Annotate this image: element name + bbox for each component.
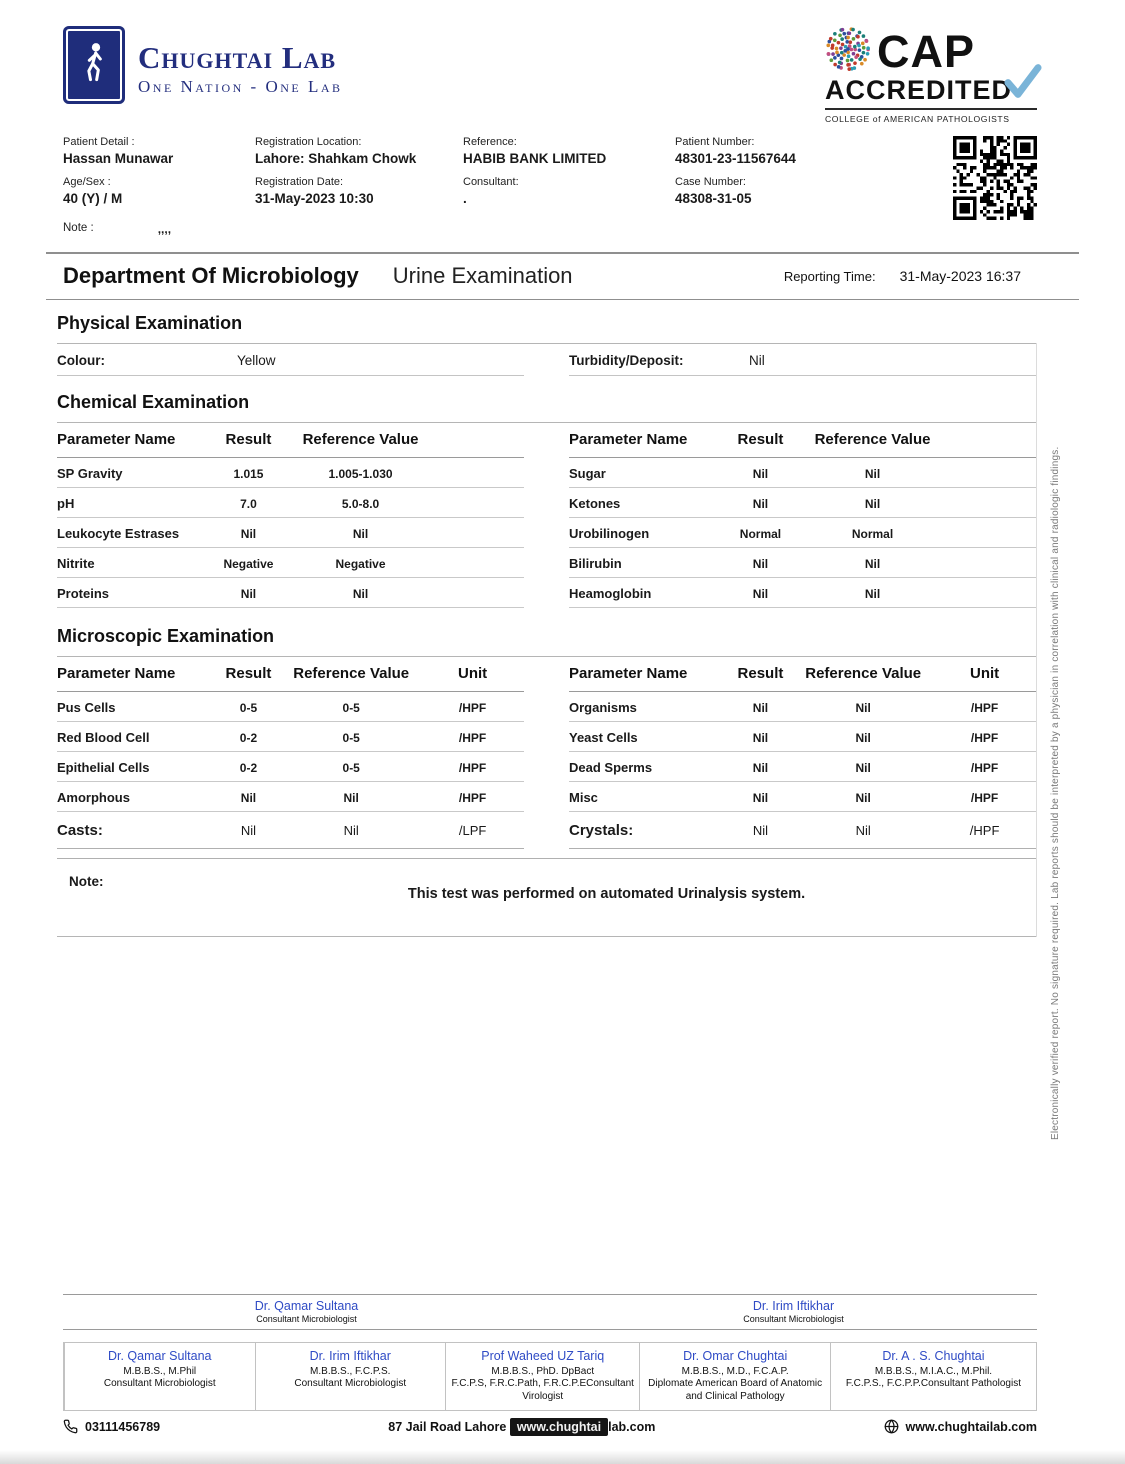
parameter-name: Pus Cells <box>57 700 116 715</box>
registration-location: Lahore: Shahkam Chowk <box>255 151 417 166</box>
result-value: Nil <box>752 731 769 745</box>
unit-value: /HPF <box>970 731 999 745</box>
physical-examination-heading: Physical Examination <box>57 313 243 333</box>
reference-value: HABIB BANK LIMITED <box>463 151 607 166</box>
reference-value: Nil <box>864 557 881 571</box>
doctor-card <box>64 1343 255 1410</box>
reference-value: Nil <box>864 467 881 481</box>
physical-row <box>57 344 524 376</box>
crystals-row <box>569 812 1036 849</box>
result-value: Negative <box>223 557 274 571</box>
unit-value: /HPF <box>970 701 999 715</box>
unit-value: /HPF <box>458 731 487 745</box>
cap-name: CAP <box>877 26 976 77</box>
brand-name: Chughtai Lab <box>138 40 337 75</box>
unit-value: /HPF <box>970 791 999 805</box>
chemical-rows-right <box>569 458 1036 608</box>
unit-value: /HPF <box>458 791 487 805</box>
table-row <box>569 518 1036 548</box>
chemical-examination-heading: Chemical Examination <box>57 392 250 412</box>
patient-number: 48301-23-11567644 <box>675 151 796 166</box>
doctors-panel <box>63 1342 1037 1411</box>
reference-value: Nil <box>855 731 871 745</box>
chemical-header-row <box>57 423 524 458</box>
case-number: 48308-31-05 <box>675 191 752 206</box>
physical-row <box>569 344 1036 376</box>
brand <box>63 26 343 104</box>
physical-parameter-label: Turbidity/Deposit: <box>569 353 684 368</box>
doctor-card <box>445 1343 639 1410</box>
note-section-label: Note: <box>69 874 104 889</box>
note-section <box>57 859 1036 937</box>
col-reference-value: Reference Value <box>805 665 922 682</box>
result-value: Nil <box>752 761 769 775</box>
result-value: Nil <box>240 791 257 805</box>
cap-accreditation <box>825 26 1037 124</box>
patient-col-3 <box>463 134 675 220</box>
casts-reference: Nil <box>343 823 359 838</box>
reference-value: Nil <box>864 587 881 601</box>
col-reference-value: Reference Value <box>293 665 410 682</box>
table-row <box>569 782 1036 812</box>
reference-value: 0-5 <box>342 731 360 745</box>
cap-dots-svg <box>825 26 871 72</box>
scan-shadow <box>0 1450 1125 1464</box>
result-value: 0-2 <box>239 761 258 775</box>
physical-rows <box>57 344 1036 376</box>
signatory-title: Consultant Microbiologist <box>743 1314 844 1324</box>
table-row <box>57 518 524 548</box>
reference-value: Nil <box>352 527 369 541</box>
crystals-result: Nil <box>752 823 769 838</box>
table-row <box>569 752 1036 782</box>
patient-col-4 <box>675 134 937 220</box>
cap-accredited-row <box>825 75 1037 110</box>
reference-value: 0-5 <box>342 701 360 715</box>
consultant-value: . <box>463 191 467 206</box>
col-parameter-name: Parameter Name <box>569 431 688 448</box>
reference-value: 0-5 <box>342 761 360 775</box>
table-row <box>569 458 1036 488</box>
globe-icon <box>884 1419 899 1434</box>
physical-parameter-value: Yellow <box>237 353 276 368</box>
parameter-name: Red Blood Cell <box>57 730 150 745</box>
result-value: Normal <box>739 527 782 541</box>
department-title: Department Of Microbiology <box>63 263 359 288</box>
reference-value: Normal <box>851 527 894 541</box>
doctor-name: Dr. A . S. Chughtai <box>882 1349 985 1363</box>
microscopic-header-row <box>57 657 524 692</box>
footer <box>63 1419 1037 1434</box>
table-row <box>569 722 1036 752</box>
footer-address-text: 87 Jail Road Lahore <box>388 1419 510 1434</box>
patient-name: Hassan Munawar <box>63 151 174 166</box>
parameter-name: Nitrite <box>57 556 95 571</box>
result-value: Nil <box>752 557 769 571</box>
result-value: Nil <box>752 791 769 805</box>
result-value: Nil <box>752 497 769 511</box>
col-parameter-name: Parameter Name <box>57 665 176 682</box>
reference-value: 5.0-8.0 <box>341 497 380 511</box>
checkmark-icon <box>1003 61 1043 101</box>
doctor-role: Consultant Microbiologist <box>103 1378 216 1389</box>
table-row <box>57 752 524 782</box>
physical-examination-section <box>57 343 1037 937</box>
note-value: ,,,, <box>157 222 172 236</box>
result-value: Nil <box>752 467 769 481</box>
reference-value: Nil <box>855 791 871 805</box>
doctor-card <box>255 1343 446 1410</box>
table-row <box>569 692 1036 722</box>
footer-address-highlight: www.chughtai <box>510 1418 608 1436</box>
chemical-table-right <box>569 423 1036 608</box>
reporting-time-label: Reporting Time: <box>783 269 876 284</box>
col-result: Result <box>737 665 784 682</box>
footer-website-url: www.chughtailab.com <box>905 1419 1037 1434</box>
unit-value: /HPF <box>970 761 999 775</box>
patient-note-row <box>63 220 1037 238</box>
table-row <box>569 578 1036 608</box>
physical-parameter-value: Nil <box>749 353 765 368</box>
parameter-name: Yeast Cells <box>569 730 638 745</box>
doctor-name: Dr. Irim Iftikhar <box>309 1349 391 1363</box>
report-body <box>57 313 1037 937</box>
table-row <box>57 578 524 608</box>
reference-value: Negative <box>335 557 386 571</box>
col-parameter-name: Parameter Name <box>57 431 176 448</box>
col-reference-value: Reference Value <box>814 431 931 448</box>
physical-parameter-label: Colour: <box>57 353 105 368</box>
parameter-name: pH <box>57 496 75 511</box>
col-result: Result <box>225 431 272 448</box>
parameter-name: Bilirubin <box>569 556 622 571</box>
microscopic-examination-heading: Microscopic Examination <box>57 626 275 646</box>
result-value: 0-5 <box>239 701 258 715</box>
col-result: Result <box>225 665 272 682</box>
doctor-name: Dr. Omar Chughtai <box>683 1349 788 1363</box>
header <box>63 26 1037 124</box>
walking-person-icon <box>74 36 114 95</box>
doctor-role: F.C.P.S., F.C.P.P.Consultant Pathologist <box>845 1378 1021 1389</box>
parameter-name: Dead Sperms <box>569 760 653 775</box>
col-reference-value: Reference Value <box>302 431 419 448</box>
electronic-verification-note: Electronically verified report. No signature required. Lab reports should be interpreted by a physician in correlation with clinical and radiologic findings. <box>1050 446 1061 1140</box>
brand-text <box>138 26 343 97</box>
crystals-label: Crystals: <box>569 822 634 839</box>
microscopic-header-row <box>569 657 1036 692</box>
patient-col-1 <box>63 134 255 220</box>
col-result: Result <box>737 431 784 448</box>
table-row <box>57 782 524 812</box>
chemical-table-left <box>57 423 524 608</box>
doctor-role: F.C.P.S, F.R.C.Path, F.R.C.P.EConsultant Virologist <box>451 1378 634 1402</box>
parameter-name: Sugar <box>569 466 606 481</box>
casts-label: Casts: <box>57 822 103 839</box>
table-row <box>57 488 524 518</box>
parameter-name: Amorphous <box>57 790 130 805</box>
chemical-rows-left <box>57 458 524 608</box>
report-title-bar <box>46 252 1079 300</box>
report-title: Urine Examination <box>392 263 573 288</box>
unit-value: /HPF <box>458 701 487 715</box>
microscopic-table-left <box>57 657 524 849</box>
result-value: Nil <box>752 587 769 601</box>
patient-detail-label: Patient Detail : <box>63 136 135 148</box>
registration-date-label: Registration Date: <box>255 176 344 188</box>
col-unit: Unit <box>458 665 488 682</box>
signature-block <box>550 1295 1037 1329</box>
casts-row <box>57 812 524 849</box>
patient-number-label: Patient Number: <box>675 136 755 148</box>
unit-value: /HPF <box>458 761 487 775</box>
signatory-name: Dr. Qamar Sultana <box>254 1299 359 1313</box>
age-sex-label: Age/Sex : <box>63 176 111 188</box>
parameter-name: SP Gravity <box>57 466 123 481</box>
footer-phone-number: 03111456789 <box>85 1419 161 1434</box>
reference-value: 1.005-1.030 <box>328 467 393 481</box>
registration-date: 31-May-2023 10:30 <box>255 191 374 206</box>
table-row <box>57 548 524 578</box>
chughtai-lab-logo <box>63 26 125 104</box>
brand-tagline: One Nation - One Lab <box>138 77 343 96</box>
crystals-reference: Nil <box>855 823 871 838</box>
parameter-name: Urobilinogen <box>569 526 650 541</box>
parameter-name: Organisms <box>569 700 637 715</box>
crystals-unit: /HPF <box>969 823 1000 838</box>
parameter-name: Epithelial Cells <box>57 760 150 775</box>
doctor-qualifications: M.B.B.S., M.D., F.C.A.P. <box>681 1366 789 1377</box>
microscopic-tables <box>57 657 1036 849</box>
microscopic-rows-right <box>569 692 1036 812</box>
note-text: This test was performed on automated Urinalysis system. <box>407 886 806 902</box>
doctor-card <box>830 1343 1036 1410</box>
qr-code-svg <box>953 136 1037 220</box>
cap-status: ACCREDITED <box>825 75 1013 105</box>
doctor-role: Consultant Microbiologist <box>294 1378 407 1389</box>
parameter-name: Misc <box>569 790 598 805</box>
doctor-role: Diplomate American Board of Anatomic and Clinical Pathology <box>648 1378 823 1402</box>
result-value: 1.015 <box>233 467 264 481</box>
table-row <box>569 548 1036 578</box>
reference-value: Nil <box>855 761 871 775</box>
footer-phone <box>63 1419 160 1434</box>
table-row <box>57 458 524 488</box>
parameter-name: Proteins <box>57 586 110 601</box>
table-row <box>569 488 1036 518</box>
col-unit: Unit <box>970 665 1000 682</box>
doctor-card <box>639 1343 830 1410</box>
footer-website <box>884 1419 1038 1434</box>
signature-row <box>63 1294 1037 1330</box>
doctor-name: Prof Waheed UZ Tariq <box>481 1349 605 1363</box>
chemical-header-row <box>569 423 1036 458</box>
consultant-label: Consultant: <box>463 176 519 188</box>
case-number-label: Case Number: <box>675 176 746 188</box>
result-value: Nil <box>240 587 257 601</box>
reference-value: Nil <box>864 497 881 511</box>
signatory-name: Dr. Irim Iftikhar <box>752 1299 835 1313</box>
doctor-qualifications: M.B.B.S., F.C.P.S. <box>310 1366 391 1377</box>
chemical-tables <box>57 423 1036 608</box>
result-value: 7.0 <box>240 497 257 511</box>
footer-address-tail: lab.com <box>608 1419 656 1434</box>
microscopic-rows-left <box>57 692 524 812</box>
reference-value: Nil <box>855 701 871 715</box>
bottom-section <box>63 1294 1037 1434</box>
reporting-time-value: 31-May-2023 16:37 <box>899 268 1021 284</box>
reference-value: Nil <box>352 587 369 601</box>
footer-address <box>160 1420 883 1434</box>
age-sex-value: 40 (Y) / M <box>63 191 123 206</box>
phone-icon <box>63 1419 78 1434</box>
cap-subtitle: COLLEGE of AMERICAN PATHOLOGISTS <box>825 114 1010 124</box>
casts-unit: /LPF <box>458 823 487 838</box>
casts-result: Nil <box>240 823 257 838</box>
patient-col-2 <box>255 134 463 220</box>
reference-label: Reference: <box>463 136 517 148</box>
result-value: Nil <box>240 527 257 541</box>
microscopic-table-right <box>569 657 1036 849</box>
patient-details <box>63 134 1037 220</box>
doctor-qualifications: M.B.B.S., M.I.A.C., M.Phil. <box>874 1366 993 1377</box>
table-row <box>57 722 524 752</box>
table-row <box>57 692 524 722</box>
result-value: 0-2 <box>239 731 258 745</box>
result-value: Nil <box>752 701 769 715</box>
parameter-name: Ketones <box>569 496 621 511</box>
col-parameter-name: Parameter Name <box>569 665 688 682</box>
parameter-name: Leukocyte Estrases <box>57 526 180 541</box>
parameter-name: Heamoglobin <box>569 586 652 601</box>
reporting-time <box>784 268 1021 284</box>
divider <box>57 849 1036 859</box>
doctor-qualifications: M.B.B.S., PhD. DpBact <box>491 1366 595 1377</box>
doctor-qualifications: M.B.B.S., M.Phil <box>123 1366 197 1377</box>
cap-dots-icon <box>825 26 871 77</box>
registration-location-label: Registration Location: <box>255 136 362 148</box>
note-label: Note : <box>63 222 94 234</box>
qr-code <box>953 136 1037 220</box>
reference-value: Nil <box>343 791 359 805</box>
signature-block <box>63 1295 550 1329</box>
doctor-name: Dr. Qamar Sultana <box>107 1349 212 1363</box>
signatory-title: Consultant Microbiologist <box>256 1314 357 1324</box>
